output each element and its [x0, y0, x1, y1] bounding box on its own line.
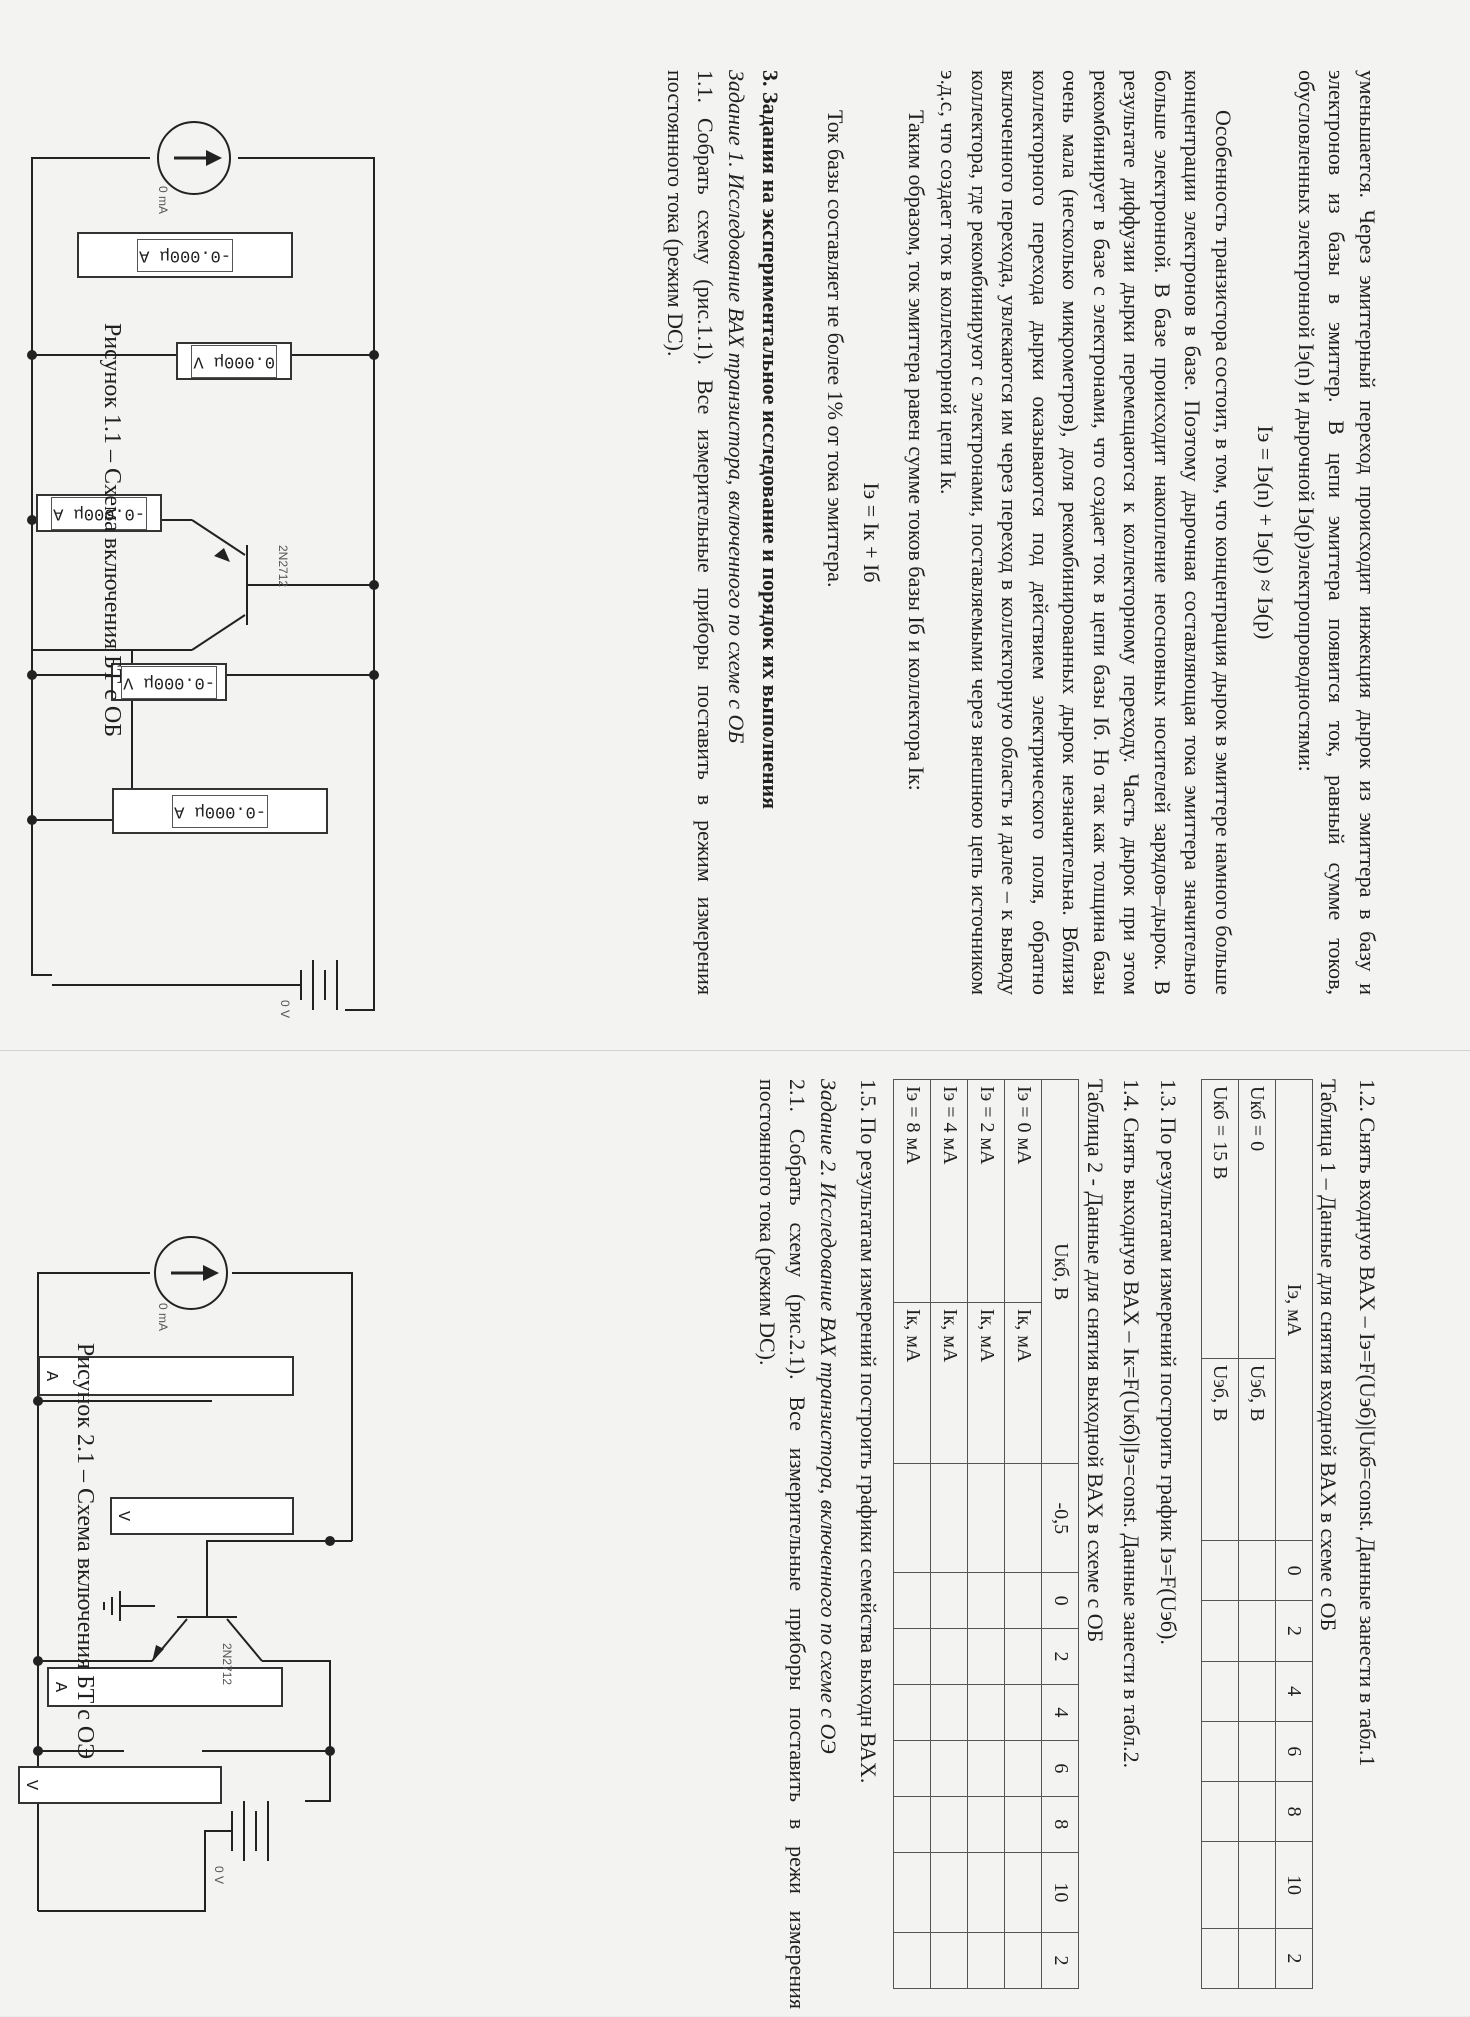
ammeter-collector: -0.000μ A [112, 788, 328, 834]
item-1-4: 1.4. Снять выходную ВАХ – Iк=F(Uкб)|Iэ=const. Данные занести в табл.2. [1119, 1079, 1145, 1769]
table-2-caption: Таблица 2 - Данные для снятия выходной ВАХ в схеме с ОБ [1083, 1079, 1108, 1643]
table-1-header: Iэ, мА 0 2 4 6 8 10 2 [1276, 1080, 1313, 1989]
voltage-source-label: 0 V [278, 1000, 292, 1019]
paragraph-base-current: Ток базы составляет не более 1% от тока эмиттера. [823, 110, 848, 588]
item-1-3: 1.3. По результатам измерений построить график Iэ=F(Uэб). [1156, 1079, 1181, 1645]
task-2-1: 2.1. Собрать схему (рис.2.1). Все измерительные приборы поставить в режи измерения постоянного тока (режим DC). [755, 1079, 811, 2009]
transistor-label: 2N2712 [276, 545, 290, 588]
table-2-header: Uкб, В -0,5 0 2 4 6 8 10 2 [1042, 1080, 1079, 1989]
item-1-2: 1.2. Снять входную ВАХ – Iэ=F(Uэб)|Uкб=const. Данные занести в табл.1 [1355, 1079, 1380, 1767]
table-1-caption: Таблица 1 – Данные для снятия входной ВАХ в схеме с ОБ [1316, 1079, 1342, 1632]
table-row: Iэ = 8 мА Iк, мА [894, 1080, 931, 1989]
paragraph-transistor-feature: Особенность транзистора состоит, в том, что концентрация дырок в эмиттере намного больше концентрации электронов в базе. Поэтому дырочная составляющая тока эмиттера значительно больше электронной. В базе происходит накопление неосновных носителей зарядов–дырок. В результате диффузии дырки перемещаются к коллекторному переходу. Часть дырок при этом рекомбинирует в базе с электронами, что создает ток в цепи базы Iб. Но так как толщина базы очень мала (несколько микрометров), доля рекомбинированных дырок незначительна. Вблизи коллекторного перехода дырки оказываются под действием электрического поля, обратно включенного перехода, увлекаются им через переход в коллекторную область и далее – к выводу коллектора, где рекомбинируют с электронами, поставляемыми через внешнюю цепь источником э.д.с, что создает ток в коллекторной цепи Iк. [936, 70, 1236, 995]
ammeter-base-2: A [38, 1356, 294, 1396]
task-2-title: Задание 2. Исследование ВАХ транзистора, включенного по схеме с ОЭ [816, 1079, 841, 1754]
right-page [0, 1050, 1470, 2017]
figure-2-1-caption: Рисунок 2.1 – Схема включения БТ с ОЭ [72, 1342, 98, 1760]
voltage-source-label-2: 0 V [212, 1866, 226, 1885]
table-row: Uкб = 15 В Uэб, В [1202, 1080, 1239, 1989]
paragraph-current-sum: Таким образом, ток эмиттера равен сумме токов базы Iб и коллектора Iк: [904, 110, 929, 791]
current-source-label-2: 0 mA [156, 1303, 170, 1332]
transistor-label-2: 2N2712 [220, 1643, 234, 1686]
task-1-title: Задание 1. Исследование ВАХ транзистора, включенного по схеме с ОБ [724, 70, 749, 744]
voltmeter-ueb: 0.000μ V [176, 342, 292, 380]
section-heading: 3. Задания на экспериментальное исследование и порядок их выполнения [758, 70, 784, 810]
table-row: Uкб = 0 Uэб, В [1239, 1080, 1276, 1989]
voltmeter-ube: V [110, 1497, 294, 1535]
current-source-symbol [158, 122, 230, 194]
ammeter-collector-2: A [47, 1667, 283, 1707]
ammeter-emitter: -0.000μ A [77, 232, 293, 278]
formula-current-sum: Iэ = Iк + Iб [859, 482, 885, 583]
task-1-1: 1.1. Собрать схему (рис.1.1). Все измерительные приборы поставить в режим измерения постоянного тока (режим DC). [663, 70, 719, 995]
table-row: Iэ = 0 мА Iк, мА [1005, 1080, 1042, 1989]
ammeter-base: -0.000μ A [36, 494, 162, 532]
table-row: Iэ = 2 мА Iк, мА [968, 1080, 1005, 1989]
item-1-5: 1.5. По результатам измерений построить графики семейства выходн ВАХ. [856, 1079, 882, 1784]
figure-1-1-caption: Рисунок 1.1 – Схема включения БТ с ОБ [99, 322, 125, 738]
table-row: Iэ = 4 мА Iк, мА [931, 1080, 968, 1989]
voltmeter-ukb: -0.000μ V [111, 663, 227, 701]
formula-emitter-current: Iэ = Iэ(n) + Iэ(p) ≈ Iэ(p) [1253, 425, 1279, 640]
current-source-symbol-2 [155, 1237, 227, 1309]
voltmeter-uke: V [18, 1766, 222, 1804]
current-source-label: 0 mA [156, 186, 170, 215]
paragraph-injection: уменьшается. Через эмиттерный переход происходит инжекция дырок из эмиттера в базу и электронов из базы в эмиттер. В цепи эмиттера появится ток, равный сумме токов, обусловленных электронной Iэ(n) и дырочной Iэ(p)электропроводностями: [1294, 70, 1380, 995]
